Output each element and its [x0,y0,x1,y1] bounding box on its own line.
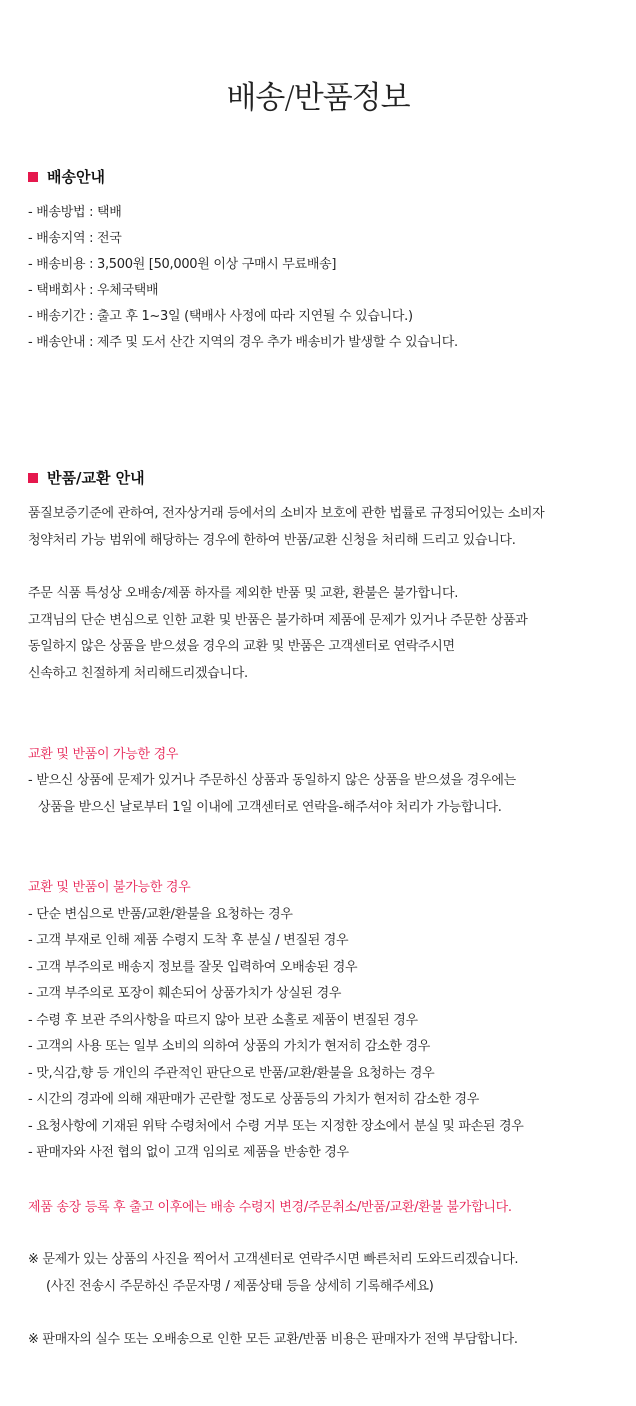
delivery-heading [28,166,105,187]
photo-note: ※ 문제가 있는 상품의 사진을 찍어서 고객센터로 연락주시면 빠른처리 도와드리겠습니다. [28,1252,519,1267]
impossible-case-item: - 고객 부주의로 배송지 정보를 잘못 입력하여 오배송된 경우 [28,960,358,975]
possible-case-line: - 받으신 상품에 문제가 있거나 주문하신 상품과 동일하지 않은 상품을 받으셨을 경우에는 [28,773,516,788]
delivery-method: - 배송방법 : 택배 [28,205,122,220]
returns-policy-line: 동일하지 않은 상품을 받으셨을 경우의 교환 및 반품은 고객센터로 연락주시면 [28,639,455,654]
returns-policy-line: 신속하고 친절하게 처리해드리겠습니다. [28,666,248,681]
returns-intro-line: 청약처리 가능 범위에 해당하는 경우에 한하여 반품/교환 신청을 처리해 드리고 있습니다. [28,533,516,548]
page-title: 배송/반품정보 [226,80,410,116]
impossible-case-item: - 판매자와 사전 협의 없이 고객 임의로 제품을 반송한 경우 [28,1145,349,1160]
impossible-cases-title: 교환 및 반품이 불가능한 경우 [28,880,191,895]
red-square-icon [28,172,38,182]
delivery-notice: - 배송안내 : 제주 및 도서 산간 지역의 경우 추가 배송비가 발생할 수 있습니다. [28,335,458,350]
possible-case-line: 상품을 받으신 날로부터 1일 이내에 고객센터로 연락을-해주셔야 처리가 가능합니다. [38,800,502,815]
impossible-case-item: - 고객 부주의로 포장이 훼손되어 상품가치가 상실된 경우 [28,986,342,1001]
delivery-company: - 택배회사 : 우체국택배 [28,283,159,298]
red-square-icon [28,473,38,483]
impossible-case-item: - 수령 후 보관 주의사항을 따르지 않아 보관 소홀로 제품이 변질된 경우 [28,1013,418,1028]
impossible-case-item: - 맛,식감,향 등 개인의 주관적인 판단으로 반품/교환/환불을 요청하는 경우 [28,1066,435,1081]
impossible-case-item: - 고객의 사용 또는 일부 소비의 의하여 상품의 가치가 현저히 감소한 경우 [28,1039,431,1054]
returns-policy-line: 주문 식품 특성상 오배송/제품 하자를 제외한 반품 및 교환, 환불은 불가합니다. [28,586,459,601]
delivery-heading-label: 배송안내 [47,168,105,186]
impossible-case-item: - 시간의 경과에 의해 재판매가 곤란할 정도로 상품등의 가치가 현저히 감소한 경우 [28,1092,480,1107]
impossible-case-item: - 고객 부재로 인해 제품 수령지 도착 후 분실 / 변질된 경우 [28,933,349,948]
impossible-case-item: - 단순 변심으로 반품/교환/환불을 요청하는 경우 [28,907,293,922]
no-change-warning: 제품 송장 등록 후 출고 이후에는 배송 수령지 변경/주문취소/반품/교환/환불 불가합니다. [28,1200,512,1215]
returns-intro-line: 품질보증기준에 관하여, 전자상거래 등에서의 소비자 보호에 관한 법률로 규정되어있는 소비자 [28,506,545,521]
delivery-cost: - 배송비용 : 3,500원 [50,000원 이상 구매시 무료배송] [28,257,337,272]
possible-cases-title: 교환 및 반품이 가능한 경우 [28,747,179,762]
returns-policy-line: 고객님의 단순 변심으로 인한 교환 및 반품은 불가하며 제품에 문제가 있거나 주문한 상품과 [28,613,528,628]
delivery-region: - 배송지역 : 전국 [28,231,122,246]
returns-heading [28,467,145,488]
photo-note-detail: (사진 전송시 주문하신 주문자명 / 제품상태 등을 상세히 기록해주세요) [46,1279,434,1294]
returns-heading-label: 반품/교환 안내 [47,469,145,487]
impossible-case-item: - 요청사항에 기재된 위탁 수령처에서 수령 거부 또는 지정한 장소에서 분실 및 파손된 경우 [28,1119,524,1134]
seller-cost-note: ※ 판매자의 실수 또는 오배송으로 인한 모든 교환/반품 비용은 판매자가 전액 부담합니다. [28,1332,518,1347]
delivery-period: - 배송기간 : 출고 후 1~3일 (택배사 사정에 따라 지연될 수 있습니다.) [28,309,413,324]
